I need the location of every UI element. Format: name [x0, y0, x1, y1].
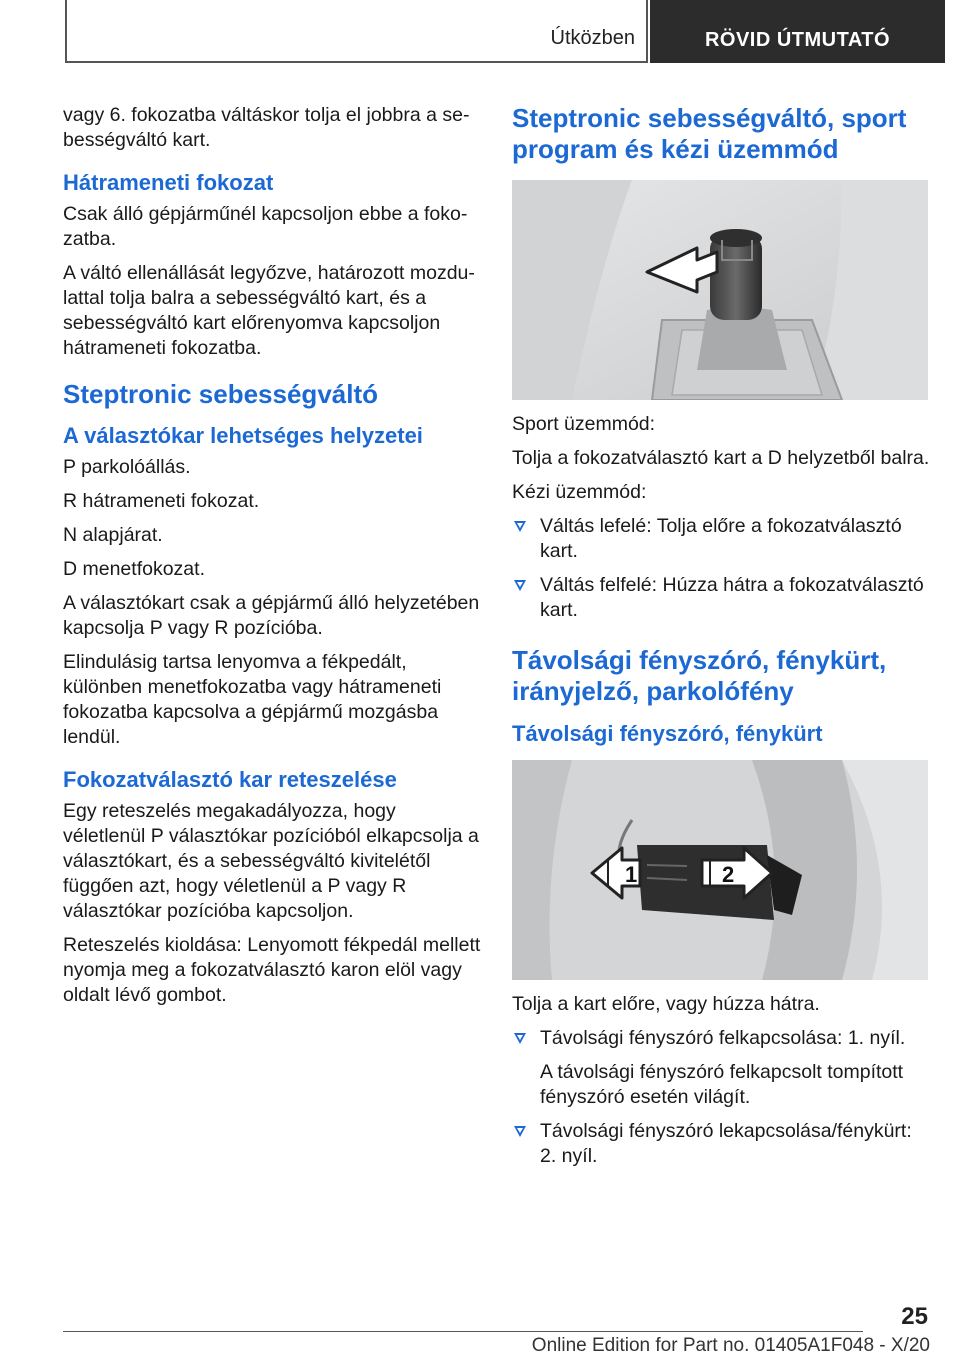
manual-mode-label: Kézi üzemmód:	[512, 481, 647, 503]
lights-list-2	[512, 1119, 932, 1169]
heading-sport-manual-mode: Steptronic sebességváltó, sport program és kézi üzemmód	[512, 103, 907, 164]
right-column	[512, 103, 932, 1178]
paragraph-reverse-1: Csak álló gépjárműnél kapcsoljon ebbe a fokozatba.	[63, 203, 468, 250]
list-item: Váltás lefelé: Tolja előre a fokozatválasztó kart.	[512, 514, 932, 564]
position-n: N alapjárat.	[63, 524, 163, 546]
bullet-triangle-icon	[514, 521, 526, 532]
bullet-triangle-icon	[514, 1033, 526, 1044]
heading-selector-positions: A választókar lehetséges helyzetei	[63, 423, 423, 448]
manual-mode-list	[512, 514, 932, 623]
intro-paragraph: vagy 6. fokozatba váltáskor tolja el jobbra a sebességváltó kart.	[63, 104, 470, 151]
heading-steptronic: Steptronic sebességváltó	[63, 379, 378, 409]
lights-list	[512, 1026, 932, 1051]
bullet-triangle-icon	[514, 580, 526, 591]
heading-high-beam: Távolsági fényszóró, fénykürt	[512, 721, 823, 746]
bullet-triangle-icon	[514, 1126, 526, 1137]
lights-text: Tolja a kart előre, vagy húzza hátra.	[512, 993, 820, 1015]
footer-divider	[63, 1331, 863, 1332]
list-item: Távolsági fényszóró felkapcsolása: 1. nyíl.	[512, 1026, 932, 1051]
position-p: P parkolóállás.	[63, 456, 191, 478]
paragraph-lock: Egy reteszelés megakadályozza, hogy véletlenül P választókar pozícióból elkapcsolja a választókart, és a sebességváltó kivitelétől függően azt, hogy véletlenül a P vagy R választókar pozícióba kapcsoljon.	[63, 800, 479, 922]
page-number: 25	[901, 1303, 928, 1330]
sport-mode-label: Sport üzemmód:	[512, 413, 656, 435]
heading-selector-lock: Fokozatválasztó kar reteszelése	[63, 767, 397, 792]
heading-lights: Távolsági fényszóró, fénykürt, irányjelző, parkolófény	[512, 645, 887, 706]
paragraph-start: Elindulásig tartsa lenyomva a fékpedált, különben menetfokozatba vagy hátrameneti fokozatba kapcsolva a gépjármű mozgásba lendül.	[63, 651, 442, 748]
paragraph-reverse-2: A váltó ellenállását legyőzve, határozott mozdulattal tolja balra a sebességváltó kart, és a sebességváltó kart előrenyomva kapcsoljon hátrameneti fokozatba.	[63, 262, 475, 359]
arrow-label-2: 2	[722, 862, 735, 887]
header-section-title: Útközben	[550, 27, 635, 49]
high-beam-note: A távolsági fényszóró felkapcsolt tompított fényszóró esetén világít.	[540, 1061, 904, 1108]
position-r: R hátrameneti fokozat.	[63, 490, 260, 512]
stalk-illustration	[512, 760, 928, 980]
sport-mode-text: Tolja a fokozatválasztó kart a D helyzetből balra.	[512, 447, 930, 469]
paragraph-select: A választókart csak a gépjármű álló helyzetében kapcsolja P vagy R pozícióba.	[63, 592, 480, 639]
paragraph-unlock: Reteszelés kioldása: Lenyomott fékpedál mellett nyomja meg a fokozatválasztó karon elöl vagy oldalt lévő gombot.	[63, 934, 481, 1006]
left-column	[63, 103, 481, 1017]
header-tab-quick-guide[interactable]: RÖVID ÚTMUTATÓ	[650, 0, 945, 63]
list-item: Váltás felfelé: Húzza hátra a fokozatválasztó kart.	[512, 573, 932, 623]
gear-selector-illustration	[512, 180, 928, 400]
list-item: Távolsági fényszóró lekapcsolása/fénykürt: 2. nyíl.	[512, 1119, 932, 1169]
heading-reverse-gear: Hátrameneti fokozat	[63, 170, 274, 195]
footer-edition: Online Edition for Part no. 01405A1F048 - X/20	[531, 1335, 930, 1356]
arrow-label-1: 1	[625, 862, 638, 887]
position-d: D menetfokozat.	[63, 558, 205, 580]
